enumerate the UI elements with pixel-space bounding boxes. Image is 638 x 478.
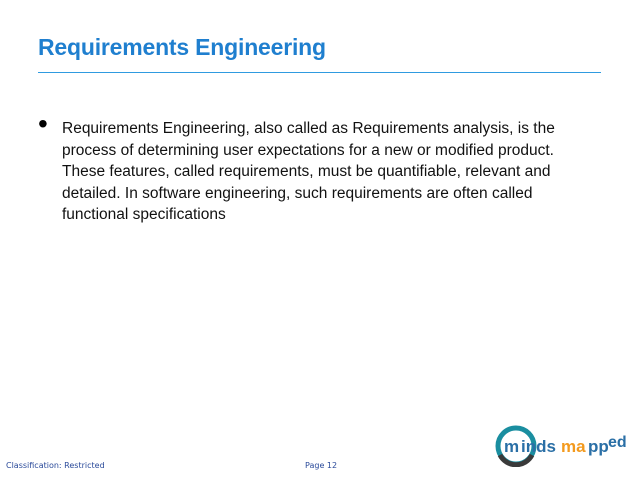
svg-text:pp: pp <box>588 437 609 456</box>
title-divider <box>38 72 601 73</box>
classification-label: Classification: Restricted <box>6 461 105 470</box>
svg-text:inds: inds <box>521 437 556 456</box>
svg-text:m: m <box>504 437 520 456</box>
bullet-text: Requirements Engineering, also called as Requirements analysis, is the process of determining user expectations for a new or modified product. These features, called requirements, must be quantifiable, relevant and detailed. In software engineering, such requirements are often called functional specifications <box>62 120 555 223</box>
slide-title: Requirements Engineering <box>38 34 326 60</box>
page-number: Page 12 <box>305 461 338 470</box>
mindsmapped-logo <box>494 425 632 467</box>
bullet-dot-icon: • <box>38 108 48 139</box>
svg-text:ma: ma <box>561 437 586 456</box>
svg-text:ed: ed <box>608 434 627 451</box>
logo-icon <box>494 425 632 467</box>
